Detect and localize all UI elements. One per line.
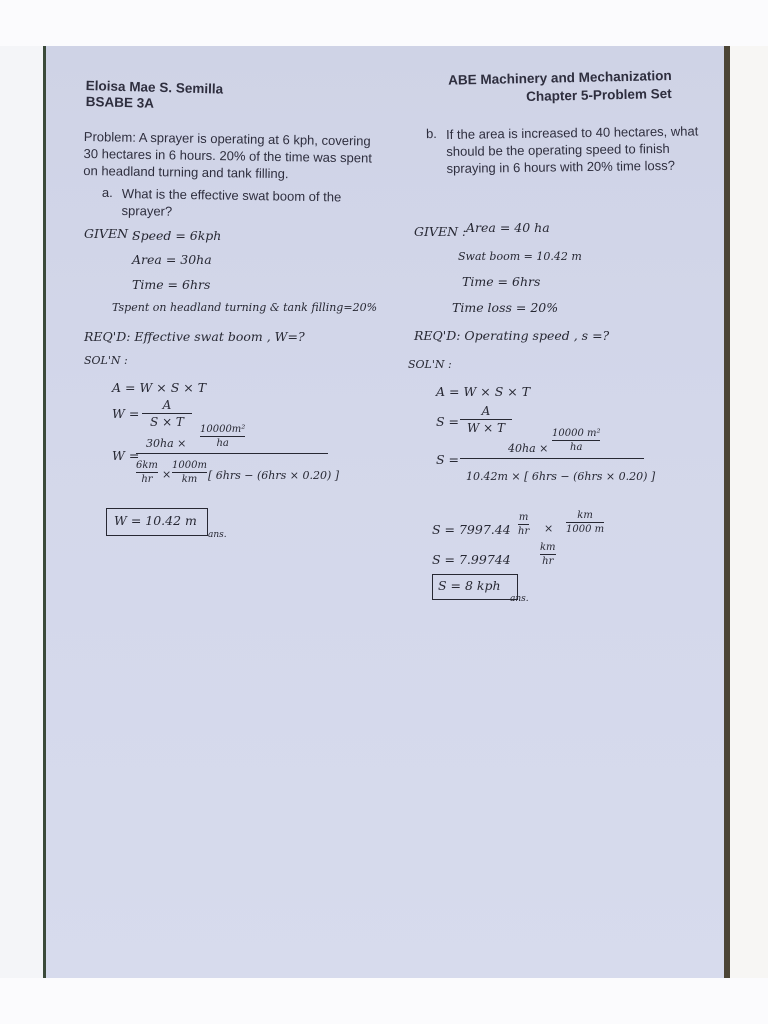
part-a-question: What is the effective swat boom of the sprayer? [121,185,342,219]
b-given-time: Time = 6hrs [462,274,541,289]
problem-statement: Problem: A sprayer is operating at 6 kph, covering 30 hectares in 6 hours. 20% of the time was spent on headland turning and tank filling. [83,128,373,182]
a-eq2-denominator: S × T [150,415,184,429]
b-eq3-main-bar [460,458,644,459]
b-answer-mark: ans. [510,594,529,604]
a-eq3-num-b: 10000m² ha [200,424,246,449]
b-given-boom: Swat boom = 10.42 m [458,250,582,263]
b-eq2-lhs: S = [436,414,460,429]
chapter-title: Chapter 5-Problem Set [526,86,673,105]
b-eq1: A = W × S × T [436,384,531,399]
subject-title: ABE Machinery and Mechanization [448,68,673,88]
photo-background-left [0,46,46,978]
a-eq1: A = W × S × T [112,380,207,395]
b-eq3-lhs: S = [436,452,460,467]
part-a-letter: a. [101,184,113,201]
student-name: Eloisa Mae S. Semilla [85,78,224,97]
b-eq2-numerator: A [481,404,491,418]
a-required: REQ'D: Effective swat boom , W=? [84,329,305,344]
a-given-speed: Speed = 6kph [132,228,222,243]
a-eq3-main-bar [136,453,328,454]
a-given-label: GIVEN : [84,226,137,241]
b-eq2-fraction [460,404,512,435]
a-eq3-num-a: 30ha × [146,437,187,450]
a-eq2-lhs: W = [112,406,140,421]
b-eq5-f: km hr [540,542,556,567]
b-eq4-f1: m hr [518,512,530,537]
photo-background-right [724,46,768,978]
student-course: BSABE 3A [85,94,155,111]
a-answer-mark: ans. [208,530,227,540]
a-eq3-den-c: [ 6hrs − (6hrs × 0.20) ] [208,469,340,482]
b-given-area: Area = 40 ha [466,220,550,235]
b-solution-label: SOL'N : [408,358,452,371]
a-given-time-spent: Tspent on headland turning & tank filling=20% [112,301,378,314]
b-eq3-num-b: 10000 m² ha [552,428,601,453]
a-solution-label: SOL'N : [84,354,128,367]
a-eq3-den-a: 6km hr [136,460,158,485]
a-eq3-lhs: W = [112,448,140,463]
b-answer: S = 8 kph [438,578,501,593]
a-eq3-den-times: × [162,468,172,481]
a-eq2-numerator: A [162,398,172,412]
b-eq4-f2: km 1000 m [566,510,605,535]
b-eq2-denominator: W × T [466,421,506,435]
b-eq5-lhs: S = 7.99744 [432,552,511,567]
a-given-time: Time = 6hrs [132,277,211,292]
part-b-question: If the area is increased to 40 hectares, what should be the operating speed to finish spraying in 6 hours with 20% time loss? [446,123,699,176]
photo-background-bottom [0,978,768,1024]
a-given-area: Area = 30ha [132,252,212,267]
b-eq4-lhs: S = 7997.44 [432,522,511,537]
part-b-letter: b. [425,125,437,142]
b-given-loss: Time loss = 20% [452,300,559,315]
b-required: REQ'D: Operating speed , s =? [414,328,610,343]
b-eq3-denominator: 10.42m × [ 6hrs − (6hrs × 0.20) ] [466,470,656,483]
b-eq3-num-a: 40ha × [508,442,549,455]
photo-background-top [0,0,768,46]
b-eq4-times: × [544,522,554,535]
a-eq3-den-b: 1000m km [172,460,207,485]
a-answer: W = 10.42 m [114,513,197,528]
worksheet-paper [46,46,724,978]
a-eq2-fraction [142,398,192,429]
b-given-label: GIVEN : [414,224,467,239]
